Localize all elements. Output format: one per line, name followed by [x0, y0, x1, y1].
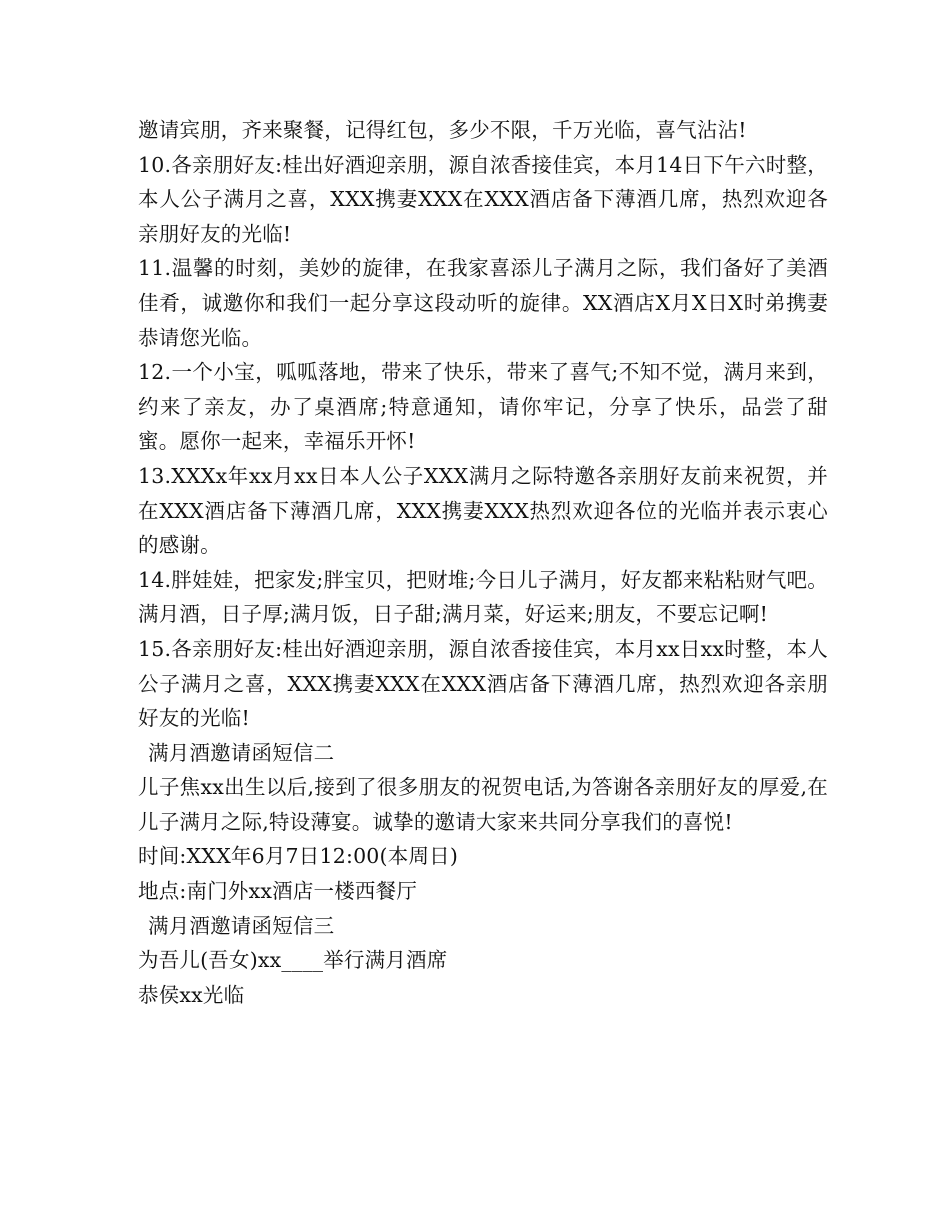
paragraph-item-11: 11.温馨的时刻，美妙的旋律，在我家喜添儿子满月之际，我们备好了美酒佳肴，诚邀你和我们一起分享这段动听的旋律。XX酒店X月X日X时弟携妻恭请您光临。: [138, 256, 828, 350]
paragraph-item-14: 14.胖娃娃，把家发;胖宝贝，把财堆;今日儿子满月，好友都来粘粘财气吧。满月酒，日子厚;满月饭，日子甜;满月菜，好运来;朋友，不要忘记啊!: [138, 567, 828, 627]
section-2-time: 时间:XXX年6月7日12:00(本周日): [138, 844, 459, 869]
paragraph-item-13: 13.XXXx年xx月xx日本人公子XXX满月之际特邀各亲朋好友前来祝贺，并在XXX酒店备下薄酒几席，XXX携妻XXX热烈欢迎各位的光临并表示衷心的感谢。: [138, 463, 828, 558]
section-heading-3: 满月酒邀请函短信三: [148, 913, 335, 938]
section-heading-2: 满月酒邀请函短信二: [148, 740, 335, 765]
document-body: [138, 113, 828, 1012]
section-2-place: 地点:南门外xx酒店一楼西餐厅: [138, 879, 418, 904]
section-2-body: 儿子焦xx出生以后,接到了很多朋友的祝贺电话,为答谢各亲朋好友的厚爱,在儿子满月之际,特设薄宴。诚挚的邀请大家来共同分享我们的喜悦!: [138, 775, 828, 834]
section-3-line-2: 恭侯xx光临: [138, 982, 245, 1007]
paragraph-intro: 邀请宾朋，齐来聚餐，记得红包，多少不限，千万光临，喜气沾沾!: [138, 118, 747, 142]
paragraph-item-15: 15.各亲朋好友:桂出好酒迎亲朋，源自浓香接佳宾，本月xx日xx时整，本人公子满月之喜，XXX携妻XXX在XXX酒店备下薄酒几席，热烈欢迎各亲朋好友的光临!: [138, 636, 828, 731]
paragraph-item-12: 12.一个小宝，呱呱落地，带来了快乐，带来了喜气;不知不觉，满月来到，约来了亲友，办了桌酒席;特意通知，请你牢记，分享了快乐，品尝了甜蜜。愿你一起来，幸福乐开怀!: [138, 360, 828, 454]
section-3-line-1: 为吾儿(吾女)xx____举行满月酒席: [138, 948, 448, 973]
paragraph-item-10: 10.各亲朋好友:桂出好酒迎亲朋，源自浓香接佳宾，本月14日下午六时整，本人公子满月之喜，XXX携妻XXX在XXX酒店备下薄酒几席，热烈欢迎各亲朋好友的光临!: [138, 152, 828, 246]
